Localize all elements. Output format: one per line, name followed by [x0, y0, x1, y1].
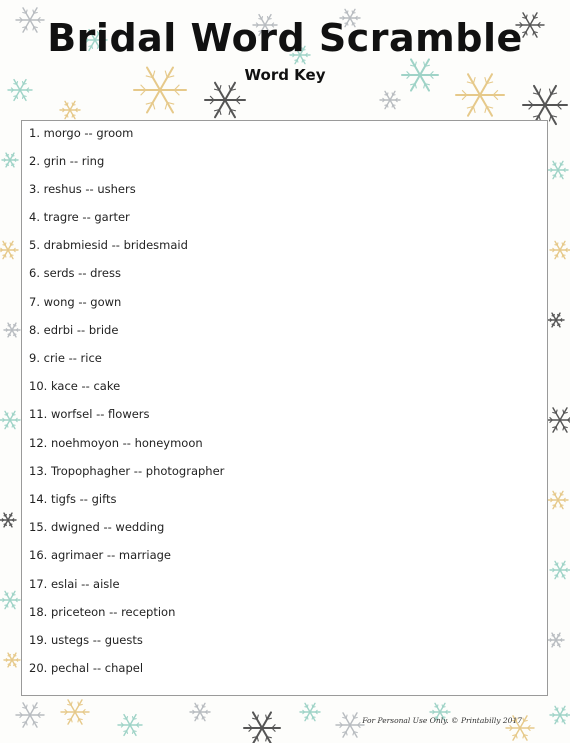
snowflake-icon: [0, 411, 20, 428]
snowflake-icon: [0, 241, 18, 258]
snowflake-icon: [61, 700, 89, 724]
answer-item: 8. edrbi -- bride: [29, 323, 119, 337]
answer-item: 10. kace -- cake: [29, 379, 121, 393]
snowflake-icon: [550, 706, 570, 723]
snowflake-icon: [336, 713, 364, 737]
snowflake-icon: [190, 703, 210, 720]
snowflake-icon: [16, 703, 44, 727]
snowflake-icon: [60, 101, 80, 118]
page-subtitle: Word Key: [244, 66, 326, 84]
snowflake-icon: [4, 323, 20, 337]
answer-item: 2. grin -- ring: [29, 154, 105, 168]
snowflake-icon: [118, 715, 142, 736]
snowflake-icon: [550, 241, 570, 258]
snowflake-icon: [548, 633, 564, 647]
snowflake-icon: [548, 313, 564, 327]
answer-item: 18. priceteon -- reception: [29, 605, 176, 619]
snowflake-icon: [4, 653, 20, 667]
snowflake-icon: [548, 161, 568, 178]
answer-key-card: [21, 120, 548, 696]
snowflake-icon: [546, 408, 570, 432]
page-title: Bridal Word Scramble: [47, 16, 523, 60]
answer-item: 17. eslai -- aisle: [29, 577, 120, 591]
answer-item: 4. tragre -- garter: [29, 210, 130, 224]
answer-item: 14. tigfs -- gifts: [29, 492, 117, 506]
snowflake-icon: [0, 591, 20, 608]
answer-item: 7. wong -- gown: [29, 295, 122, 309]
answer-item: 20. pechal -- chapel: [29, 661, 144, 675]
snowflake-icon: [548, 491, 568, 508]
answer-item: 1. morgo -- groom: [29, 126, 134, 140]
snowflake-icon: [300, 703, 320, 720]
snowflake-icon: [0, 513, 16, 527]
answer-item: 3. reshus -- ushers: [29, 182, 136, 196]
snowflake-icon: [550, 561, 570, 578]
snowflake-icon: [244, 712, 280, 743]
footer-note: For Personal Use Only. © Printabilly 2017: [362, 716, 522, 725]
answer-item: 5. drabmiesid -- bridesmaid: [29, 238, 188, 252]
answer-item: 16. agrimaer -- marriage: [29, 548, 171, 562]
answer-item: 12. noehmoyon -- honeymoon: [29, 436, 203, 450]
answer-item: 19. ustegs -- guests: [29, 633, 143, 647]
snowflake-icon: [2, 153, 18, 167]
answer-item: 6. serds -- dress: [29, 266, 121, 280]
snowflake-icon: [523, 86, 567, 124]
answer-item: 15. dwigned -- wedding: [29, 520, 165, 534]
answer-item: 13. Tropophagher -- photographer: [29, 464, 225, 478]
snowflake-icon: [205, 83, 245, 118]
snowflake-icon: [380, 91, 400, 108]
answer-item: 9. crie -- rice: [29, 351, 102, 365]
answer-item: 11. worfsel -- flowers: [29, 407, 150, 421]
